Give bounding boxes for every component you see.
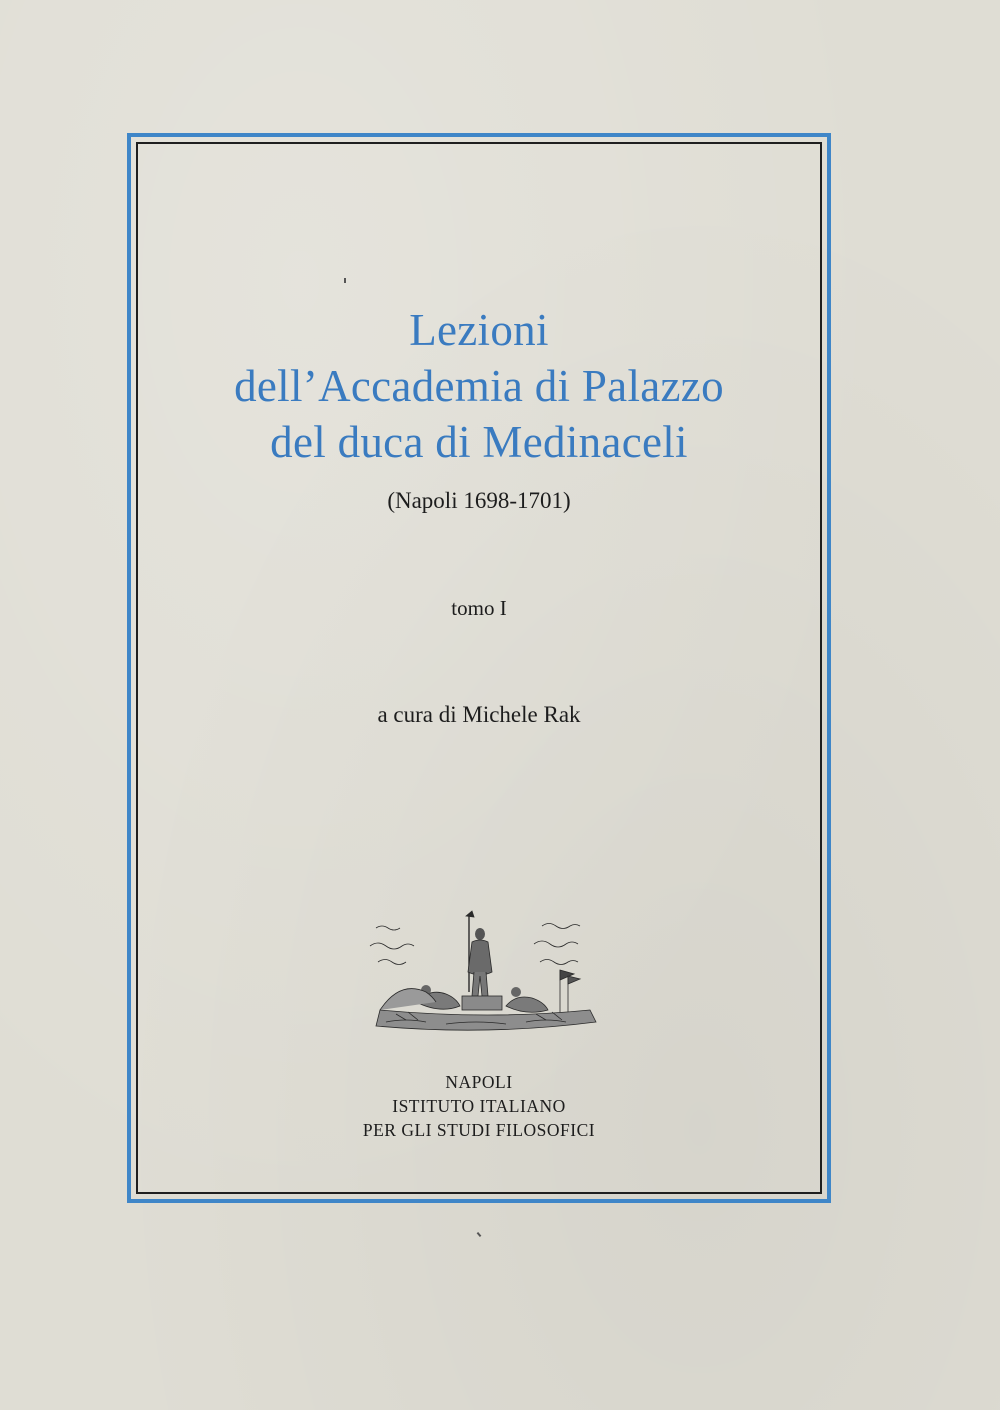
editor-credit: a cura di Michele Rak	[377, 702, 581, 727]
cover-content	[136, 142, 822, 1194]
title-line-1: Lezioni	[409, 305, 549, 355]
title-line-2: dell’Accademia di Palazzo	[234, 361, 724, 411]
title-line-3: del duca di Medinaceli	[270, 417, 688, 467]
publisher-name-line-1: ISTITUTO ITALIANO	[392, 1096, 566, 1116]
publisher-name-line-2: PER GLI STUDI FILOSOFICI	[362, 1120, 596, 1140]
date-range-subtitle: (Napoli 1698-1701)	[387, 488, 571, 513]
publisher-city: NAPOLI	[445, 1072, 513, 1092]
volume-label: tomo I	[451, 596, 507, 620]
publisher-block	[136, 1070, 822, 1142]
allegorical-engraving-icon	[356, 910, 606, 1040]
